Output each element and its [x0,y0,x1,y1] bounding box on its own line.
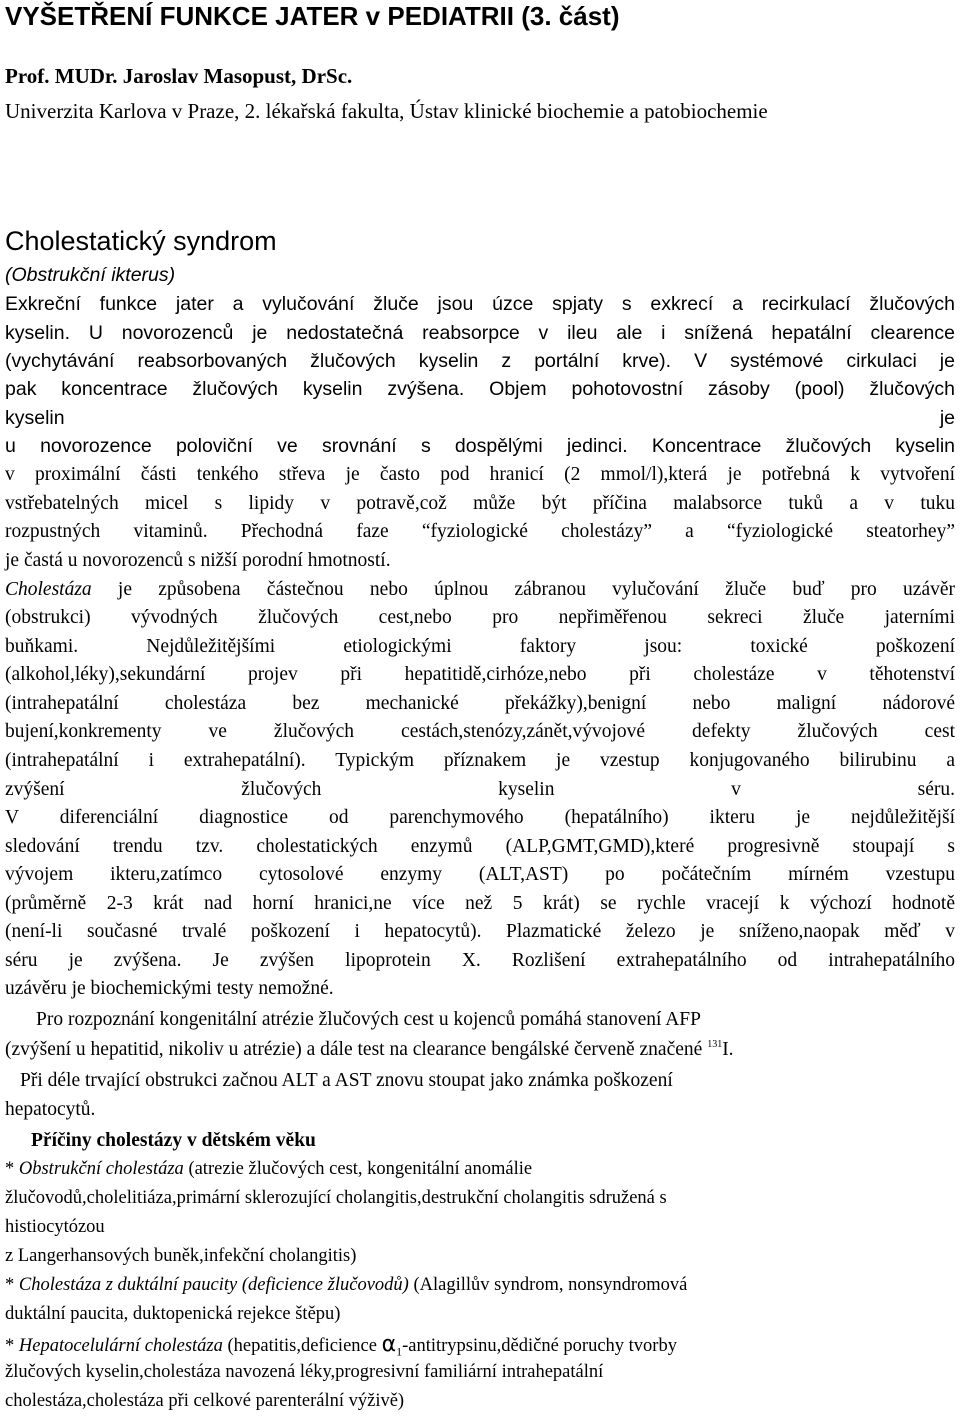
bullet-star: * [5,1275,19,1295]
p2-line-15: uzávěru je biochemickými testy nemožné. [5,978,334,999]
p2-line-11: vývojem ikteru,zatímco cytosolové enzymy (ALT,AST) po počátečním mírném vzestupu [5,864,955,885]
p1-line-1: Exkreční funkce jater a vylučování žluče jsou úzce spjaty s exkrecí a recirkulací žlučových [5,293,955,315]
section-heading: Cholestatický syndrom [5,226,277,256]
section-subheading: (Obstrukční ikterus) [5,264,176,286]
p3-line-2-text: (zvýšení u hepatitid, nikoliv u atrézie) a dále test na clearance bengálské červeně značené [5,1039,708,1060]
p2-line-3: buňkami. Nejdůležitějšími etiologickými faktory jsou: toxické poškození [5,636,955,657]
cause-2-text: (Alagillův syndrom, nonsyndromová [408,1275,688,1295]
cause-3-line-3: cholestáza,cholestáza při celkové parenterální výživě) [5,1391,405,1411]
bullet-star: * [5,1159,19,1179]
alpha-subscript: 1 [396,1344,403,1359]
alpha-symbol: α [381,1332,397,1357]
cause-3-text-end: -antitrypsinu,dědičné poruchy tvorby [402,1336,677,1356]
p2-line-1-text: je způsobena částečnou nebo úplnou zábranou vylučování žluče buď pro uzávěr [91,579,955,600]
p2-line-7: (intrahepatální i extrahepatální). Typickým příznakem je vzestup konjugovaného bilirubinu a [5,750,955,771]
isotope-superscript: 131 [707,1039,723,1050]
p2-line-5: (intrahepatální cholestáza bez mechanické překážky),benigní nebo maligní nádorové [5,693,955,714]
cause-1-line-4: z Langerhansových buněk,infekční cholangitis) [5,1246,357,1266]
p2-line-1 [5,580,955,600]
author-line: Prof. MUDr. Jaroslav Masopust, DrSc. [5,64,353,88]
p2-line-13: (není-li současné trvalé poškození i hepatocytů). Plazmatické železo je sníženo,naopak měď v [5,921,955,942]
cause-3-text: (hepatitis,deficience [222,1336,382,1356]
cause-1-term: Obstrukční cholestáza [18,1159,184,1179]
p1-line-5: kyselin je [5,407,955,429]
cause-3-line-2: žlučových kyselin,cholestáza navozená léky,progresivní familiární intrahepatální [5,1362,604,1382]
p3-line-2 [5,1040,734,1060]
cause-1-line-3: histiocytózou [5,1217,105,1237]
cause-2-line-2: duktální paucita, duktopenická rejekce štěpu) [5,1304,341,1324]
cholestaza-term: Cholestáza [5,579,92,600]
causes-heading: Příčiny cholestázy v dětském věku [31,1130,316,1151]
document-title: VYŠETŘENÍ FUNKCE JATER v PEDIATRII (3. část) [5,1,620,31]
p1-line-8: vstřebatelných micel s lipidy v potravě,což může být příčina malabsorce tuků a v tuku [5,493,955,514]
cause-2-line-1 [5,1276,687,1295]
p2-line-8: zvýšení žlučových kyselin v séru. [5,779,955,800]
p2-line-4: (alkohol,léky),sekundární projev při hepatitidě,cirhóze,nebo při cholestáze v těhotenství [5,664,955,685]
p1-line-6: u novorozence poloviční ve srovnání s dospělými jedinci. Koncentrace žlučových kyselin [5,435,955,457]
p4-line-2: hepatocytů. [5,1099,96,1120]
p2-line-14: séru je zvýšena. Je zvýšen lipoprotein X. Rozlišení extrahepatálního od intrahepatálního [5,950,955,971]
p2-line-10: sledování trendu tzv. cholestatických enzymů (ALP,GMT,GMD),které progresivně stoupají s [5,836,955,857]
cause-2-term: Cholestáza z duktální paucity (deficience žlučovodů) [18,1275,409,1295]
cause-3-term: Hepatocelulární cholestáza [18,1336,223,1356]
cause-1-text: (atrezie žlučových cest, kongenitální anomálie [183,1159,533,1179]
p2-line-9: V diferenciální diagnostice od parenchymového (hepatálního) ikteru je nejdůležitější [5,807,955,828]
p1-line-3: (vychytávání reabsorbovaných žlučových kyselin z portální krve). V systémové cirkulaci je [5,350,955,372]
p1-line-7: v proximální části tenkého střeva je často pod hranicí (2 mmol/l),která je potřebná k vytvoření [5,464,955,485]
iodine-symbol: I. [722,1039,734,1060]
p4-line-1: Při déle trvající obstrukci začnou ALT a AST znovu stoupat jako známka poškození [20,1070,673,1091]
p2-line-12: (průměrně 2-3 krát nad horní hranici,ne více než 5 krát) se rychle vracejí k výchozí hodnotě [5,893,955,914]
bullet-star: * [5,1336,19,1356]
affiliation-line: Univerzita Karlova v Praze, 2. lékařská fakulta, Ústav klinické biochemie a patobiochemie [5,99,768,123]
p2-line-6: bujení,konkrementy ve žlučových cestách,stenózy,zánět,vývojové defekty žlučových cest [5,721,955,742]
p1-line-9: rozpustných vitaminů. Přechodná faze “fyziologické cholestázy” a “fyziologické steatorhey” [5,521,955,542]
cause-1-line-2: žlučovodů,cholelitiáza,primární sklerozující cholangitis,destrukční cholangitis sdružená s [5,1188,667,1208]
p1-line-4: pak koncentrace žlučových kyselin zvýšena. Objem pohotovostní zásoby (pool) žlučových [5,378,955,400]
p1-line-10: je častá u novorozenců s nižší porodní hmotností. [5,550,391,571]
cause-3-line-1 [5,1332,677,1359]
cause-1-line-1 [5,1160,532,1179]
p2-line-2: (obstrukci) vývodných žlučových cest,nebo pro nepřiměřenou sekreci žluče jaterními [5,607,955,628]
p3-line-1: Pro rozpoznání kongenitální atrézie žlučových cest u kojenců pomáhá stanovení AFP [36,1009,701,1030]
p1-line-2: kyselin. U novorozenců je nedostatečná reabsorpce v ileu ale i snížená hepatální clearence [5,322,955,344]
